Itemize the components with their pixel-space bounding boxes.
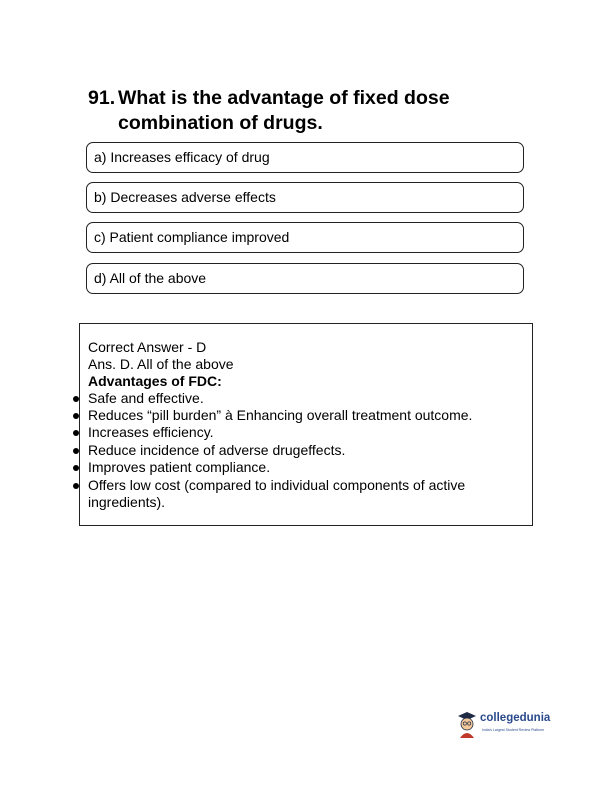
bullet-icon: [73, 430, 79, 436]
advantage-item: Increases efficiency.: [88, 424, 214, 440]
bullet-icon: [73, 448, 79, 454]
option-c[interactable]: c) Patient compliance improved: [86, 222, 524, 253]
advantages-heading: Advantages of FDC:: [88, 373, 222, 389]
bullet-icon: [73, 413, 79, 419]
bullet-icon: [73, 396, 79, 402]
advantage-item: Improves patient compliance.: [88, 459, 271, 475]
correct-answer: Correct Answer - D: [88, 339, 207, 355]
question-text: What is the advantage of fixed dose combination of drugs.: [118, 87, 450, 134]
option-a[interactable]: a) Increases efficacy of drug: [86, 142, 524, 173]
bullet-icon: [73, 465, 79, 471]
option-d[interactable]: d) All of the above: [86, 263, 524, 294]
question-number: 91.: [88, 87, 116, 109]
graduate-mascot-icon: [456, 710, 478, 740]
collegedunia-logo: [456, 710, 571, 740]
option-b[interactable]: b) Decreases adverse effects: [86, 182, 524, 213]
logo-name: collegedunia: [480, 712, 551, 724]
logo-tagline: India's Largest Student Review Platform: [482, 728, 545, 732]
answer-explanation: Ans. D. All of the above: [88, 356, 234, 372]
advantage-item: Safe and effective.: [88, 390, 204, 406]
bullet-icon: [73, 483, 79, 489]
advantage-item: Reduces “pill burden” à Enhancing overall treatment outcome.: [88, 407, 473, 423]
advantage-item: Reduce incidence of adverse drugeffects.: [88, 442, 346, 458]
advantage-item: Offers low cost (compared to individual components of active ingredients).: [88, 477, 466, 511]
